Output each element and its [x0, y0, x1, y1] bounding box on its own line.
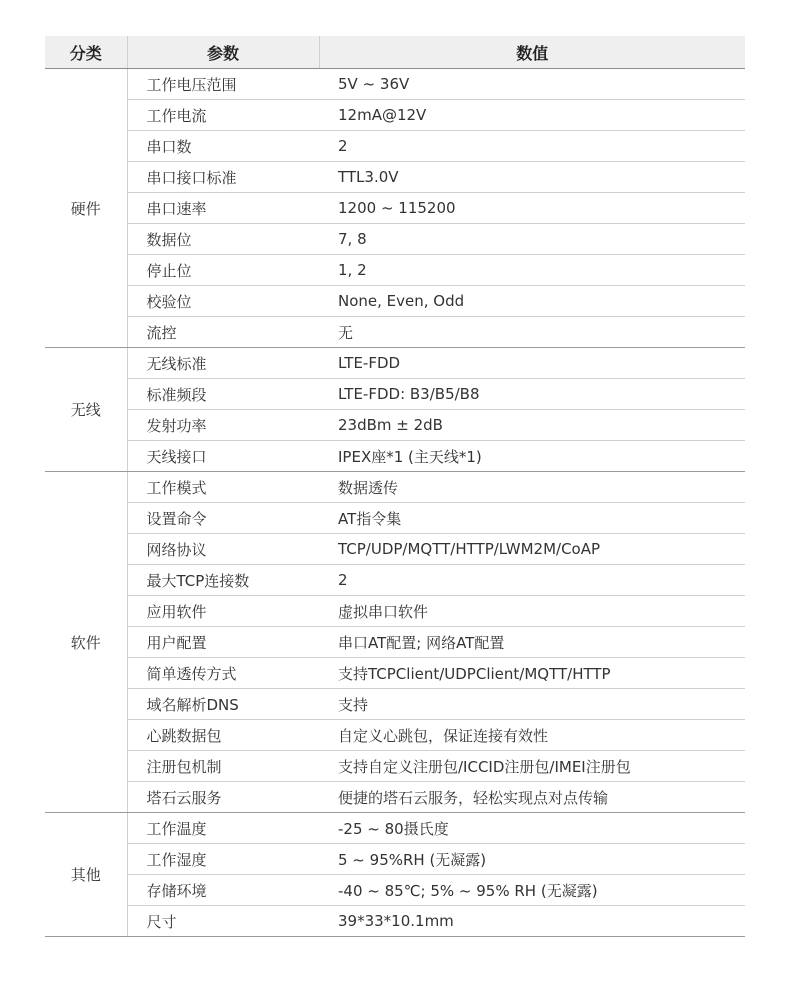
- parameter-cell: 标准频段: [127, 379, 319, 410]
- table-row: [45, 100, 745, 131]
- header-value: 数值: [319, 36, 745, 69]
- table-row: [45, 875, 745, 906]
- table-row: [45, 379, 745, 410]
- table-row: [45, 689, 745, 720]
- parameter-cell: 工作湿度: [127, 844, 319, 875]
- table-row: [45, 162, 745, 193]
- value-cell: LTE-FDD: [319, 348, 745, 379]
- table-row: [45, 503, 745, 534]
- value-cell: 5V ~ 36V: [319, 69, 745, 100]
- table-row: [45, 224, 745, 255]
- value-cell: 5 ~ 95%RH (无凝露): [319, 844, 745, 875]
- category-cell: 软件: [45, 472, 127, 813]
- parameter-cell: 流控: [127, 317, 319, 348]
- table-row: [45, 410, 745, 441]
- parameter-cell: 心跳数据包: [127, 720, 319, 751]
- parameter-cell: 工作温度: [127, 813, 319, 844]
- table-row: [45, 720, 745, 751]
- value-cell: 2: [319, 131, 745, 162]
- table-row: [45, 348, 745, 379]
- table-row: [45, 565, 745, 596]
- parameter-cell: 网络协议: [127, 534, 319, 565]
- header-parameter: 参数: [127, 36, 319, 69]
- table-row: [45, 286, 745, 317]
- value-cell: 1, 2: [319, 255, 745, 286]
- header-category: 分类: [45, 36, 127, 69]
- value-cell: 串口AT配置; 网络AT配置: [319, 627, 745, 658]
- header-row: [45, 36, 745, 69]
- category-cell: 无线: [45, 348, 127, 472]
- table-row: [45, 69, 745, 100]
- value-cell: None, Even, Odd: [319, 286, 745, 317]
- table-row: [45, 658, 745, 689]
- parameter-cell: 串口数: [127, 131, 319, 162]
- parameter-cell: 工作电压范围: [127, 69, 319, 100]
- parameter-cell: 最大TCP连接数: [127, 565, 319, 596]
- parameter-cell: 工作模式: [127, 472, 319, 503]
- value-cell: AT指令集: [319, 503, 745, 534]
- category-cell: 其他: [45, 813, 127, 937]
- parameter-cell: 注册包机制: [127, 751, 319, 782]
- value-cell: 虚拟串口软件: [319, 596, 745, 627]
- value-cell: 无: [319, 317, 745, 348]
- table-row: [45, 534, 745, 565]
- parameter-cell: 塔石云服务: [127, 782, 319, 813]
- table-row: [45, 627, 745, 658]
- parameter-cell: 域名解析DNS: [127, 689, 319, 720]
- value-cell: -40 ~ 85℃; 5% ~ 95% RH (无凝露): [319, 875, 745, 906]
- value-cell: 支持自定义注册包/ICCID注册包/IMEI注册包: [319, 751, 745, 782]
- value-cell: LTE-FDD: B3/B5/B8: [319, 379, 745, 410]
- value-cell: 2: [319, 565, 745, 596]
- value-cell: 便捷的塔石云服务，轻松实现点对点传输: [319, 782, 745, 813]
- table-row: [45, 782, 745, 813]
- table-row: [45, 813, 745, 844]
- parameter-cell: 数据位: [127, 224, 319, 255]
- parameter-cell: 简单透传方式: [127, 658, 319, 689]
- value-cell: 39*33*10.1mm: [319, 906, 745, 937]
- value-cell: 自定义心跳包，保证连接有效性: [319, 720, 745, 751]
- parameter-cell: 用户配置: [127, 627, 319, 658]
- table-row: [45, 472, 745, 503]
- value-cell: 12mA@12V: [319, 100, 745, 131]
- parameter-cell: 工作电流: [127, 100, 319, 131]
- table-row: [45, 751, 745, 782]
- parameter-cell: 停止位: [127, 255, 319, 286]
- table-row: [45, 906, 745, 937]
- value-cell: 数据透传: [319, 472, 745, 503]
- value-cell: 1200 ~ 115200: [319, 193, 745, 224]
- parameter-cell: 发射功率: [127, 410, 319, 441]
- spec-body: [45, 69, 745, 937]
- value-cell: 支持: [319, 689, 745, 720]
- parameter-cell: 设置命令: [127, 503, 319, 534]
- parameter-cell: 天线接口: [127, 441, 319, 472]
- value-cell: 支持TCPClient/UDPClient/MQTT/HTTP: [319, 658, 745, 689]
- parameter-cell: 应用软件: [127, 596, 319, 627]
- parameter-cell: 尺寸: [127, 906, 319, 937]
- parameter-cell: 串口接口标准: [127, 162, 319, 193]
- table-row: [45, 317, 745, 348]
- table-row: [45, 441, 745, 472]
- category-cell: 硬件: [45, 69, 127, 348]
- value-cell: TCP/UDP/MQTT/HTTP/LWM2M/CoAP: [319, 534, 745, 565]
- parameter-cell: 串口速率: [127, 193, 319, 224]
- value-cell: IPEX座*1 (主天线*1): [319, 441, 745, 472]
- parameter-cell: 校验位: [127, 286, 319, 317]
- value-cell: -25 ~ 80摄氏度: [319, 813, 745, 844]
- table-row: [45, 596, 745, 627]
- parameter-cell: 存储环境: [127, 875, 319, 906]
- table-row: [45, 131, 745, 162]
- parameter-cell: 无线标准: [127, 348, 319, 379]
- value-cell: 23dBm ± 2dB: [319, 410, 745, 441]
- table-row: [45, 255, 745, 286]
- value-cell: 7, 8: [319, 224, 745, 255]
- table-row: [45, 193, 745, 224]
- spec-table: [45, 36, 745, 937]
- table-row: [45, 844, 745, 875]
- value-cell: TTL3.0V: [319, 162, 745, 193]
